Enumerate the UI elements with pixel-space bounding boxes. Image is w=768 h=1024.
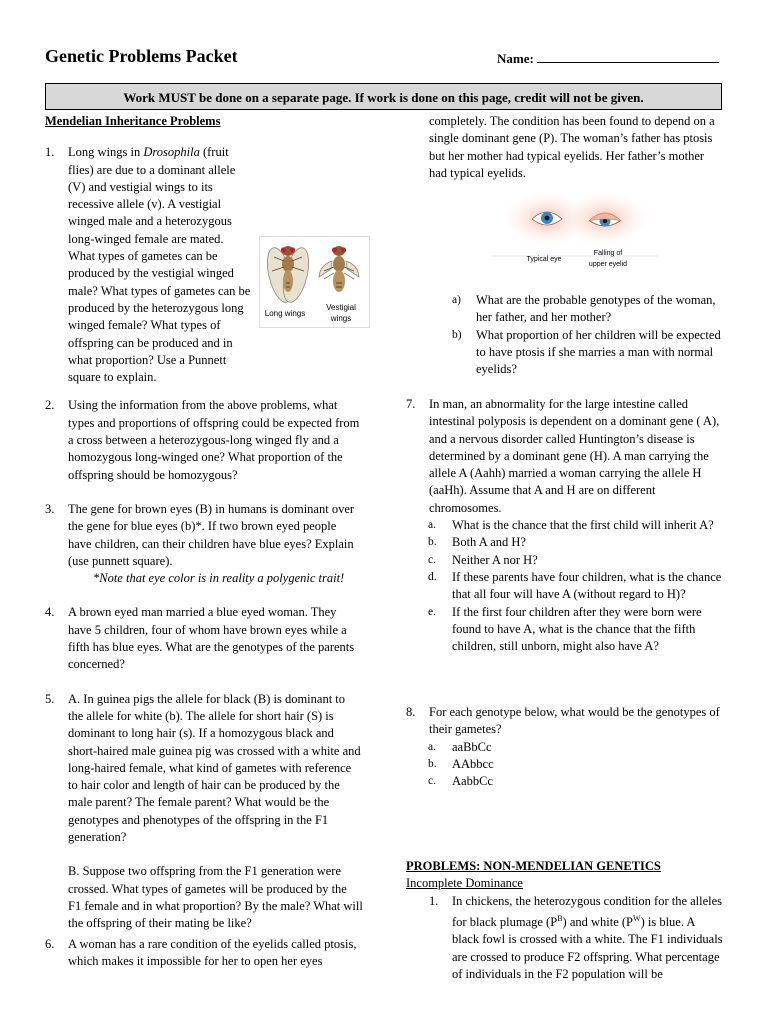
subquestion-label: a. [428, 519, 436, 532]
page-title: Genetic Problems Packet [45, 46, 238, 66]
question-number: 3. [45, 501, 55, 516]
question-text: ) and white (P [562, 915, 634, 930]
question-text: A woman has a rare condition of the eyelids called ptosis, which makes it impossible for her to open her eyes [68, 937, 357, 969]
allele-superscript: B [557, 913, 563, 923]
subquestion [428, 604, 724, 656]
subquestion-label: a. [428, 740, 436, 753]
subquestion-text: aaBbCc [452, 739, 492, 754]
non-mendelian-section [406, 858, 724, 983]
question-text: (fruit flies) are due to a dominant allele (V) and vestigial wings to its recessive allele (v). A vestigial winged male and a heterozygous long-winged female are mated. What types of gametes can be produced by the vestigial winged male? What types of gametes can be produced by the heterozygous long winged female? What types of offspring can be produced and in what proportion? Use a Punnett square to explain. [68, 145, 251, 385]
name-label: Name: [497, 51, 534, 66]
question-3 [45, 501, 363, 570]
subquestion-list [406, 517, 724, 655]
subquestion-label: b) [452, 328, 462, 341]
question-text: Long wings in [68, 145, 144, 160]
question-text: In chickens, the heterozygous condition for the alleles for black plumage (P [452, 893, 723, 930]
subquestion-text: AAbbcc [452, 756, 494, 771]
figure-label-falling: upper eyelid [588, 261, 628, 268]
subquestion [428, 739, 724, 756]
question-6 [45, 936, 386, 971]
right-column [406, 113, 724, 182]
question-6-subquestions [452, 292, 724, 378]
question-number: 5. [45, 691, 55, 706]
subquestion-text: AabbCc [452, 774, 493, 789]
question-text-part-a: A. In guinea pigs the allele for black (B) is dominant to the allele for white (b). The allele for short hair (S) is dominant to long hair (s). If a homozygous black and short-haired male guinea pig was crossed with a white and long-haired female, what kind of gametes with reference to hair color and length of hair can be produced by the male parent? The female parent? What would be the genotypes and phenotypes of the offspring in the F1 generation? [68, 691, 361, 844]
subquestion-text: If the first four children after they were born were found to have A, what is the chance that the fifth children, still unborn, might also have A? [452, 604, 702, 654]
question-number: 4. [45, 605, 55, 620]
question-6-continued: completely. The condition has been found to depend on a single dominant gene (P). The woman’s father has ptosis but her mother had typical eyelids. Her father’s mother had typical eyelids. [429, 114, 715, 180]
subquestion [452, 292, 724, 327]
subquestion-label: c. [428, 553, 436, 566]
question-number: 1. [429, 893, 439, 908]
name-field [497, 51, 719, 67]
question-8-block [406, 704, 724, 790]
question-text: For each genotype below, what would be the genotypes of their gametes? [429, 705, 720, 737]
footnote: *Note that eye color is in reality a polygenic trait! [93, 571, 345, 586]
subquestion [428, 517, 724, 534]
figure-label-falling: Falling of [593, 250, 623, 257]
subquestion [452, 327, 724, 379]
subquestion [428, 569, 724, 604]
species-name: Drosophila [143, 145, 200, 160]
subquestion-label: b. [428, 757, 437, 770]
question-7-block [406, 396, 724, 655]
question-number: 2. [45, 398, 55, 413]
long-wing-fly-icon [263, 245, 314, 305]
figure-label-long: Long wings [264, 309, 306, 318]
question-2 [45, 397, 363, 483]
fruit-fly-figure [259, 236, 370, 328]
question-number: 8. [406, 705, 416, 719]
subquestion-text: What proportion of her children will be expected to have ptosis if she marries a man with normal eyelids? [476, 327, 721, 377]
figure-label-vestigial: wings [330, 314, 352, 323]
question-8 [406, 704, 724, 739]
section-heading-non-mendelian: PROBLEMS: NON-MENDELIAN GENETICS [406, 859, 661, 873]
subquestion-text: What are the probable genotypes of the woman, her father, and her mother? [476, 293, 716, 325]
subquestion-label: a) [452, 294, 461, 306]
subquestion-label: b. [428, 536, 437, 549]
question-7 [406, 396, 724, 517]
question-text: A brown eyed man married a blue eyed woman. They have 5 children, four of whom have brown eyes while a fifth has blue eyes. What are the genotypes of the parents concerned? [68, 605, 355, 672]
section-heading-mendelian: Mendelian Inheritance Problems [45, 114, 221, 128]
eyelid-illustration [492, 183, 658, 273]
subquestion [428, 756, 724, 773]
question-number: 6. [45, 937, 55, 951]
vestigial-wing-fly-icon [319, 246, 359, 292]
subquestion-text: If these parents have four children, what is the chance that all four will have A (without regard to H)? [452, 569, 722, 602]
subquestion-label: d. [428, 570, 437, 583]
subsection-heading-incomplete-dominance: Incomplete Dominance [406, 876, 523, 891]
subquestion [428, 773, 724, 790]
non-mendelian-question-1 [429, 893, 724, 984]
question-number: 1. [45, 145, 55, 160]
question-4 [45, 604, 363, 673]
subquestion-text: Neither A nor H? [452, 552, 538, 567]
question-text: ) is blue. A black fowl is crossed with a white. The F1 individuals are crossed to produce F2 offspring. What percentage of individuals in the F2 population will be [452, 915, 723, 981]
subquestion [428, 534, 724, 551]
figure-label-vestigial: Vestigial [326, 303, 356, 312]
subquestion-text: What is the chance that the first child will inherit A? [452, 518, 714, 533]
subquestion-list [406, 739, 724, 791]
subquestion-label: c. [428, 775, 436, 788]
eyelid-figure [492, 183, 658, 273]
question-number: 7. [406, 397, 416, 411]
fruit-fly-illustration [260, 237, 369, 327]
question-5 [45, 691, 363, 933]
subquestion [428, 552, 724, 569]
warning-banner: Work MUST be done on a separate page. If work is done on this page, credit will not be given. [45, 83, 722, 110]
question-text: Using the information from the above problems, what types and proportions of offspring could be expected from a cross between a heterozygous-long winged fly and a homozygous long-winged one? What proportion of the offspring should be homozygous? [68, 398, 360, 482]
question-text: The gene for brown eyes (B) in humans is dominant over the gene for blue eyes (b)*. If two brown eyed people have children, can their children have blue eyes? Explain (use punnett square). [68, 501, 355, 568]
subquestion-label: e. [428, 605, 436, 618]
question-text-part-b: B. Suppose two offspring from the F1 generation were crossed. What types of gametes will be produced by the F1 female and in what proportion? By the male? What will the offspring of their mating be like? [68, 864, 363, 931]
name-blank-line [537, 51, 719, 63]
allele-superscript: W [633, 913, 641, 923]
figure-label-typical: Typical eye [526, 256, 562, 263]
subquestion-text: Both A and H? [452, 535, 526, 550]
question-text: In man, an abnormality for the large intestine called intestinal polyposis is dependent on a dominant gene ( A), and a nervous disorder called Huntington’s disease is determined by a dominant gene (H). A man carrying the allele A (Aahh) married a woman carrying the allele H (aaHh). Assume that A and H are on different chromosomes. [429, 397, 720, 515]
